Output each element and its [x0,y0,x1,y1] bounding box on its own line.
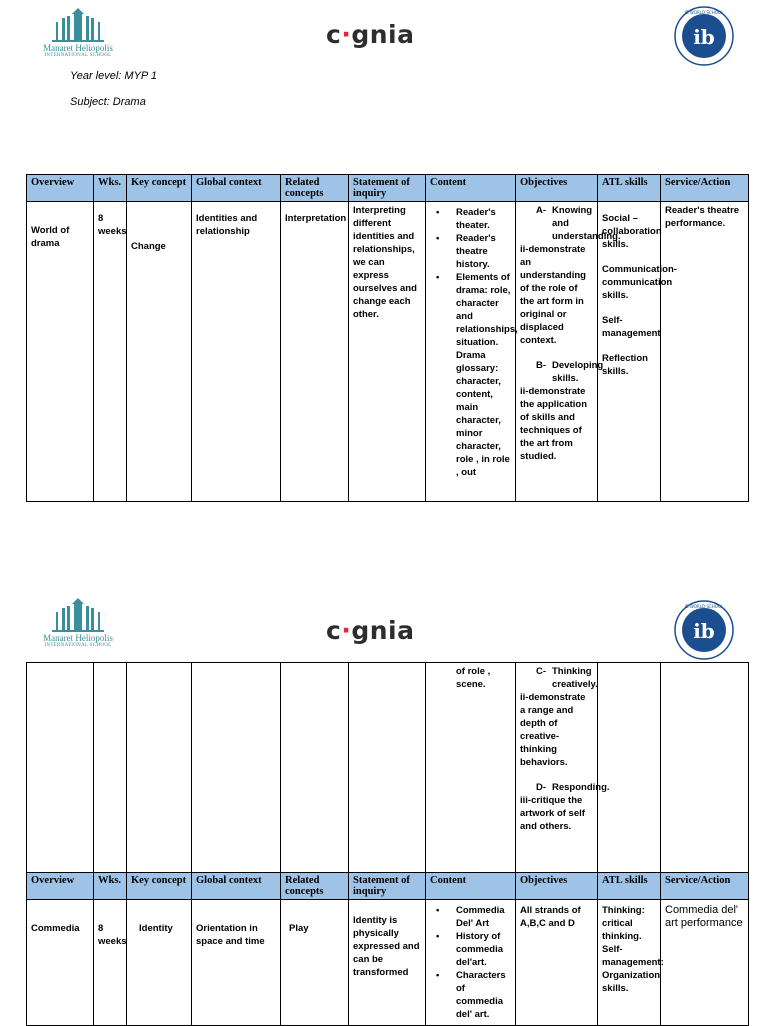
col-weeks: Wks. [94,175,127,202]
col-global-context: Global context [192,175,281,202]
col-overview: Overview [27,873,94,900]
table-header-row [27,175,749,202]
table-row-continued [27,663,749,873]
global-context-cell: Orientation in space and time [192,900,281,1026]
svg-text:IB WORLD SCHOOL: IB WORLD SCHOOL [684,604,724,609]
col-content: Content [426,873,516,900]
school-name: Manaret Heliopolis [43,43,113,53]
col-statement: Statement of inquiry [349,873,426,900]
col-content: Content [426,175,516,202]
objective-desc: ii-demonstrate a range and depth of creative-thinking behaviors. [520,692,586,768]
year-level: Year level: MYP 1 [70,70,158,82]
objectives-cell: All strands of A,B,C and D [516,900,598,1026]
list-item: • Commedia Del' Art [430,904,511,930]
objectives-continued-cell [516,663,610,873]
list-item-continued: Drama glossary: character, content, main character, minor character, role , in role , out [456,350,510,478]
objectives-cell [516,202,621,502]
table-header-row [27,873,749,900]
col-atl: ATL skills [598,873,661,900]
svg-text:IB WORLD SCHOOL: IB WORLD SCHOOL [684,10,724,15]
statement-cell: Identity is physically expressed and can be transformed [349,900,426,1026]
cognia-logo: c·gnia [326,616,415,645]
atl-item: Social – collaboration skills. [602,213,662,250]
overview-cell: Commedia [27,900,94,1026]
col-weeks: Wks. [94,873,127,900]
col-objectives: Objectives [516,873,598,900]
ib-world-school-logo [674,600,734,660]
col-objectives: Objectives [516,175,598,202]
col-key-concept: Key concept [127,873,192,900]
ib-world-school-logo [674,6,734,66]
col-related-concepts: Related concepts [281,175,349,202]
weeks-cell: 8 weeks [94,900,127,1026]
objective-desc: ii-demonstrate an understanding of the role of the art form in original or displaced context. [520,244,586,346]
subject: Subject: Drama [70,96,146,108]
objective-desc: iii-critique the artwork of self and others. [520,795,585,832]
list-item: • Reader's theatre history. [430,232,511,271]
table-row [27,900,749,1026]
weeks-cell: 8 weeks [94,202,127,502]
overview-cell: World of drama [27,202,94,502]
list-item: • Characters of commedia del' art. [430,969,511,1021]
atl-item: Communication-communication skills. [602,264,677,301]
school-subtitle: INTERNATIONAL SCHOOL [44,53,112,58]
atl-cell [598,202,677,502]
objective-title: A- Knowing and understanding. [536,205,621,242]
svg-text:ib: ib [693,619,715,643]
key-concept-cell: Identity [127,900,192,1026]
unit-table-1 [26,174,749,502]
col-related-concepts: Related concepts [281,873,349,900]
lighthouse-icon [38,598,118,634]
content-cell [426,202,516,502]
col-atl: ATL skills [598,175,661,202]
school-logo [38,598,118,648]
list-item: • History of commedia del'art. [430,930,511,969]
list-item: • Elements of drama: role, character and relationships, situation. [430,271,511,349]
table-row [27,202,749,502]
svg-text:ib: ib [693,25,715,49]
col-key-concept: Key concept [127,175,192,202]
objective-title: B- Developing skills. [536,360,604,384]
objective-title: D- Responding. [536,782,610,793]
atl-cell: Thinking: critical thinking. Self-management: Organization skills. [598,900,661,1026]
content-cell [426,900,516,1026]
objective-title: C- Thinking creatively. [536,666,598,690]
col-service: Service/Action [661,873,749,900]
list-item: • Reader's theater. [430,206,511,232]
related-concept-cell: Interpretation [281,202,349,502]
related-concept-cell: Play [281,900,349,1026]
key-concept-cell: Change [127,202,192,502]
service-cell: Commedia del' art performance [661,900,749,1026]
service-cell: Reader's theatre performance. [661,202,749,502]
global-context-cell: Identities and relationship [192,202,281,502]
page-2 [0,588,768,1024]
lighthouse-icon [38,8,118,44]
content-continued-cell: of role , scene. [426,663,516,873]
cognia-logo: c·gnia [326,20,415,49]
col-global-context: Global context [192,873,281,900]
unit-table-2 [26,662,749,1026]
atl-item: Self-management [602,315,661,339]
school-subtitle: INTERNATIONAL SCHOOL [44,643,112,648]
school-name: Manaret Heliopolis [43,633,113,643]
col-statement: Statement of inquiry [349,175,426,202]
col-overview: Overview [27,175,94,202]
atl-item: Reflection skills. [602,353,648,377]
objective-desc: ii-demonstrate the application of skills and techniques of the art from studied. [520,386,588,462]
statement-cell: Interpreting different identities and relationships, we can express ourselves and change each other. [349,202,426,502]
col-service: Service/Action [661,175,749,202]
school-logo [38,8,118,58]
